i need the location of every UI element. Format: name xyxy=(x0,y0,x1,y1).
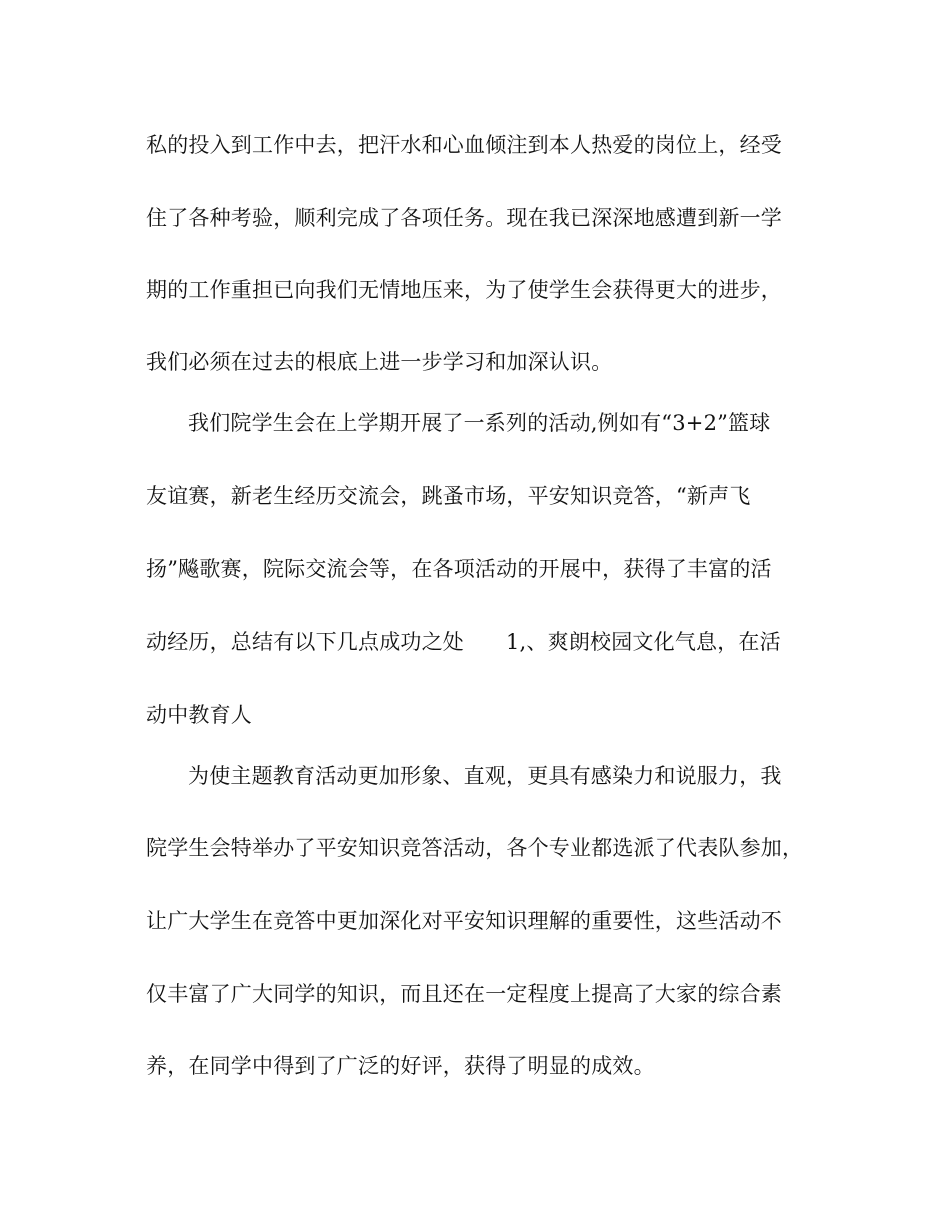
paragraph-first-line: 我们院学生会在上学期开展了一系列的活动,例如有“3+2”篮球 xyxy=(188,411,771,435)
text-line: 动中教育人 xyxy=(146,703,252,727)
text-line: 扬”飚歌赛，院际交流会等，在各项活动的开展中，获得了丰富的活 xyxy=(146,557,772,581)
text-line: 我们必须在过去的根底上进一步学习和加深认识。 xyxy=(146,350,613,374)
text-line: 院学生会特举办了平安知识竞答活动，各个专业都选派了代表队参加， xyxy=(146,836,804,860)
text-line: 住了各种考验，顺利完成了各项任务。现在我已深深地感遭到新一学 xyxy=(146,206,782,230)
text-line: 友谊赛，新老生经历交流会，跳蚤市场，平安知识竞答，“新声飞 xyxy=(146,484,751,508)
text-segment: 动经历，总结有以下几点成功之处 xyxy=(146,630,464,654)
text-line: 仅丰富了广大同学的知识，而且还在一定程度上提高了大家的综合素 xyxy=(146,982,782,1006)
text-line: 让广大学生在竞答中更加深化对平安知识理解的重要性，这些活动不 xyxy=(146,909,782,933)
text-line: 期的工作重担已向我们无情地压来，为了使学生会获得更大的进步， xyxy=(146,278,782,302)
text-line: 私的投入到工作中去，把汗水和心血倾注到本人热爱的岗位上，经受 xyxy=(146,133,782,157)
paragraph-first-line: 为使主题教育活动更加形象、直观，更具有感染力和说服力，我 xyxy=(188,764,782,788)
text-line: 养，在同学中得到了广泛的好评，获得了明显的成效。 xyxy=(146,1054,655,1078)
text-line xyxy=(146,630,781,654)
list-heading: 1,、爽朗校园文化气息，在活 xyxy=(506,630,781,654)
